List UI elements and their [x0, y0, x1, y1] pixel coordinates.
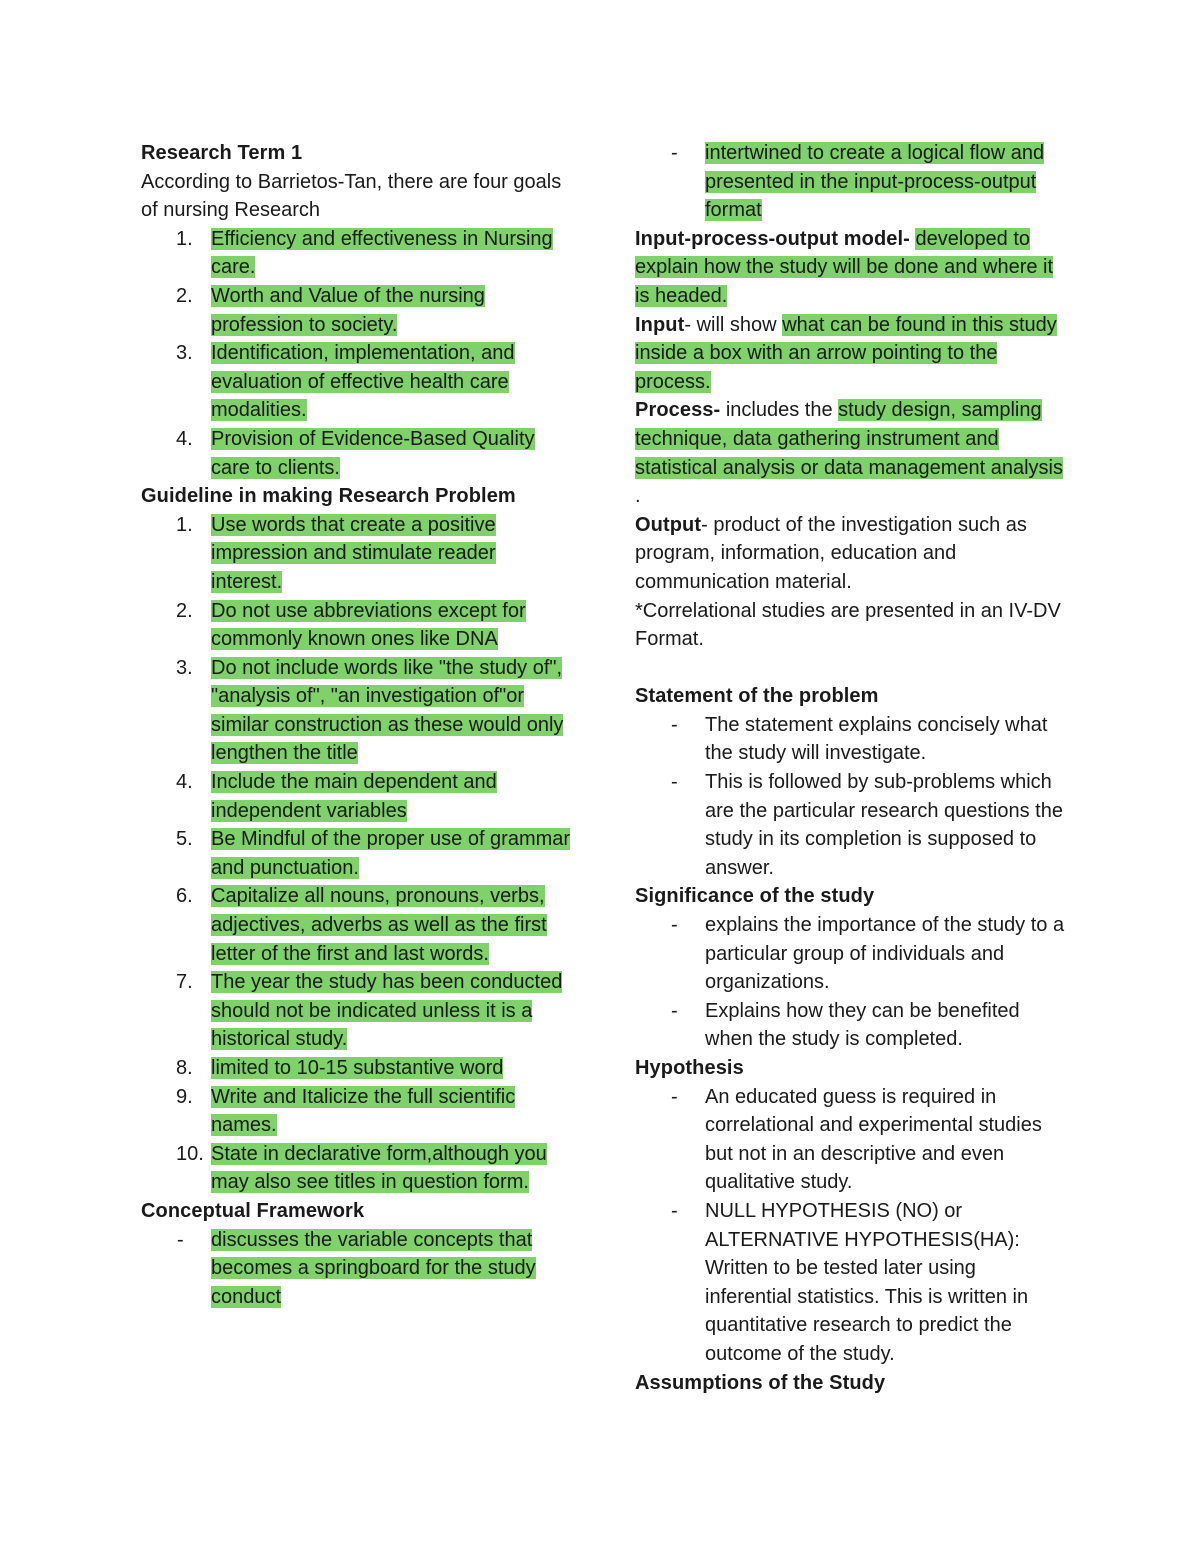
list-item: 2. Worth and Value of the nursing profession to society.: [176, 284, 485, 336]
list-item: - An educated guess is required in correlational and experimental studies but not in an descriptive and even qualitative study.: [671, 1085, 1042, 1194]
list-item: 9. Write and Italicize the full scientific names.: [176, 1085, 516, 1137]
list-item: - intertwined to create a logical flow and presented in the input-process-output format: [671, 142, 1045, 222]
framework-heading: Conceptual Framework: [141, 1199, 365, 1222]
list-item: - NULL HYPOTHESIS (NO) or ALTERNATIVE HYPOTHESIS(HA): Written to be tested later using inferential statistics. This is written in quantitative research to predict the outcome of the study.: [671, 1199, 1029, 1365]
document-title: Research Term 1: [141, 142, 303, 164]
list-item: - This is followed by sub-problems which are the particular research questions the study in its completion is supposed to answer.: [671, 771, 1063, 879]
list-item: 7. The year the study has been conducted should not be indicated unless it is a historical study.: [176, 971, 563, 1051]
list-item: - The statement explains concisely what the study will investigate.: [671, 713, 1048, 765]
left-column: [141, 139, 571, 1311]
list-item: 4. Provision of Evidence-Based Quality care to clients.: [176, 427, 535, 479]
right-column: [635, 139, 1065, 1397]
list-item: 1. Efficiency and effectiveness in Nursing care.: [176, 227, 553, 279]
list-item: - discusses the variable concepts that becomes a springboard for the study conduct: [177, 1228, 536, 1308]
list-item: - explains the importance of the study to a particular group of individuals and organizations.: [671, 914, 1065, 994]
statement-heading: Statement of the problem: [635, 685, 879, 708]
output-paragraph: Output- product of the investigation such as program, information, education and communication material.: [635, 513, 1027, 593]
correlational-note: *Correlational studies are presented in an IV-DV Format.: [635, 599, 1061, 651]
list-item: 3. Do not include words like "the study of", "analysis of", "an investigation of"or similar construction as these would only lengthen the title: [176, 656, 564, 765]
goals-list: [141, 225, 571, 482]
hypothesis-heading: Hypothesis: [635, 1057, 744, 1079]
list-item: 10. State in declarative form,although you may also see titles in question form.: [176, 1142, 547, 1194]
list-item: 6. Capitalize all nouns, pronouns, verbs, adjectives, adverbs as well as the first letter of the first and last words.: [176, 885, 547, 965]
list-item: 1. Use words that create a positive impression and stimulate reader interest.: [176, 513, 496, 593]
significance-heading: Significance of the study: [635, 885, 875, 908]
input-paragraph: Input- will show what can be found in this study inside a box with an arrow pointing to the process.: [635, 313, 1057, 393]
guidelines-list: [141, 511, 571, 1197]
list-item: 3. Identification, implementation, and evaluation of effective health care modalities.: [176, 342, 515, 422]
list-item: 4. Include the main dependent and independent variables: [176, 771, 497, 822]
spacer: [635, 654, 1065, 683]
assumptions-heading: Assumptions of the Study: [635, 1371, 886, 1394]
list-item: 2. Do not use abbreviations except for commonly known ones like DNA: [176, 599, 526, 651]
list-item: 8. limited to 10-15 substantive word: [176, 1057, 504, 1079]
guideline-heading: Guideline in making Research Problem: [141, 485, 516, 508]
intro-text: According to Barrietos-Tan, there are four goals of nursing Research: [141, 170, 562, 222]
list-item: 5. Be Mindful of the proper use of grammar and punctuation.: [176, 828, 571, 879]
ipo-model-paragraph: Input-process-output model- developed to explain how the study will be done and where it is headed.: [635, 227, 1054, 307]
process-paragraph: Process- includes the study design, sampling technique, data gathering instrument and statistical analysis or data management analysis .: [635, 399, 1063, 508]
list-item: - Explains how they can be benefited when the study is completed.: [671, 999, 1020, 1051]
